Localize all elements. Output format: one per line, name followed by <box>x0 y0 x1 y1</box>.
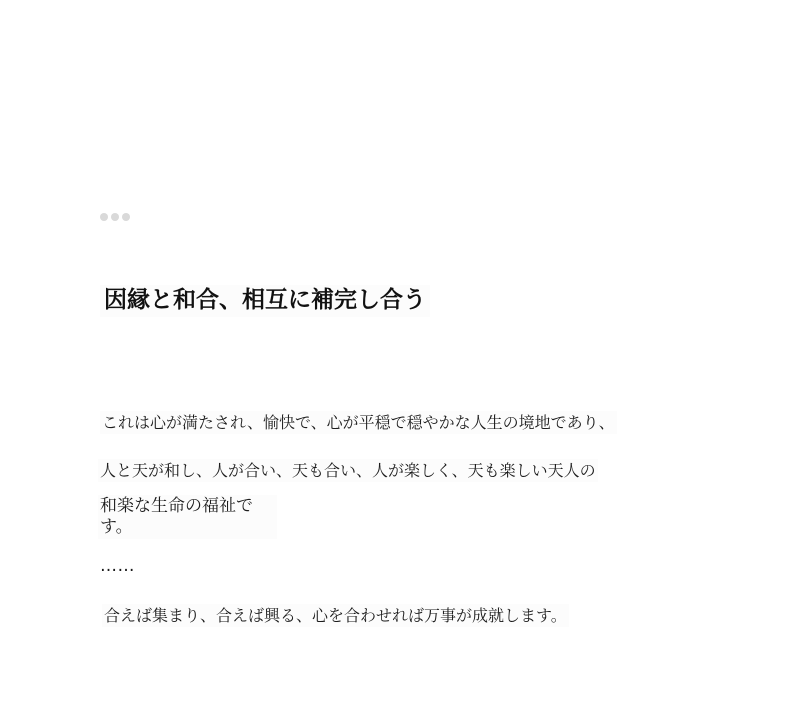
dot <box>111 213 119 221</box>
paragraph-4: 合えば集まり、合えば興る、心を合わせれば万事が成就します。 <box>102 604 569 627</box>
paragraph-3: 和楽な生命の福祉です。 <box>98 495 277 539</box>
paragraph-1: これは心が満たされ、愉快で、心が平穏で穏やかな人生の境地であり、 <box>100 411 617 434</box>
article-title: 因縁と和合、相互に補完し合う <box>100 285 430 317</box>
dot <box>100 213 108 221</box>
three-dots-icon[interactable] <box>100 213 130 221</box>
paragraph-2: 人と天が和し、人が合い、天も合い、人が楽しく、天も楽しい天人の <box>98 459 598 482</box>
ellipsis-text: …… <box>100 556 135 576</box>
dot <box>122 213 130 221</box>
